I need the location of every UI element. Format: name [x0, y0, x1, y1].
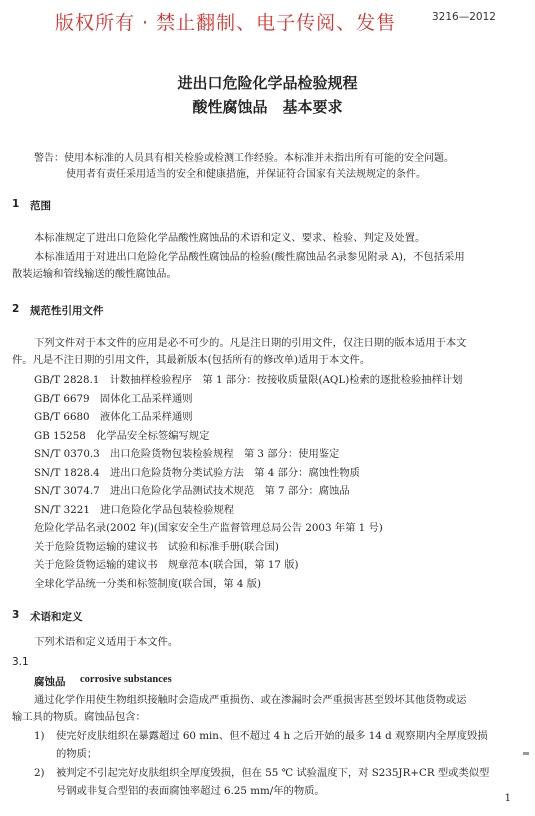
reference-item: GB/T 6679 固体化工品采样通则 — [34, 393, 193, 405]
reference-item: SN/T 3221 进口危险化学品包装检验规程 — [34, 504, 235, 516]
warning-line-2: 使用者有责任采用适当的安全和健康措施，并保证符合国家有关法规规定的条件。 — [66, 169, 426, 180]
standard-number: 3216—2012 — [432, 11, 496, 23]
section-1-para-1: 本标准规定了进出口危险化学品酸性腐蚀品的术语和定义、要求、检验、判定及处置。 — [34, 232, 426, 244]
document-subtitle: 酸性腐蚀品 基本要求 — [192, 98, 343, 116]
section-2-number: 2 — [12, 303, 20, 315]
reference-item: 关于危险货物运输的建议书 试验和标准手册(联合国) — [34, 541, 279, 553]
reference-item: SN/T 1828.4 进出口危险货物分类试验方法 第 4 部分：腐蚀性物质 — [34, 467, 360, 479]
document-title: 进出口危险化学品检验规程 — [177, 74, 358, 92]
reference-item: GB 15258 化学品安全标签编写规定 — [34, 430, 210, 442]
section-1-para-2-line-1: 本标准适用于对进出口危险化学品酸性腐蚀品的检验(酸性腐蚀品名录参见附录 A)，不包括采用 — [34, 251, 465, 263]
list-item-line-2: 的物质； — [56, 748, 98, 760]
term-english: corrosive substances — [80, 674, 172, 685]
term-number: 3.1 — [12, 656, 29, 668]
definition-line-2: 输工具的物质。腐蚀品包含： — [12, 711, 146, 723]
section-3-heading: 术语和定义 — [30, 611, 83, 623]
warning-line-1: 警告：使用本标准的人员具有相关检验或检测工作经验。本标准并未指出所有可能的安全问题。 — [34, 153, 454, 164]
section-2-intro-line-1: 下列文件对于本文件的应用是必不可少的。凡是注日期的引用文件，仅注日期的版本适用于本文 — [34, 337, 467, 349]
list-item-line-2: 号钢或非复合型铝的表面腐蚀率超过 6.25 mm/年的物质。 — [56, 785, 325, 797]
section-1-heading: 范围 — [30, 200, 51, 212]
reference-item: GB/T 6680 液体化工品采样通则 — [34, 411, 193, 423]
list-item-line-1: 被判定不引起完好皮肤组织全厚度毁损，但在 55 ℃ 试验温度下，对 S235JR+CR 型或类似型 — [56, 767, 490, 779]
watermark-text: 版权所有 · 禁止翻制、电子传阅、发售 — [55, 12, 397, 34]
section-1-number: 1 — [12, 198, 20, 210]
margin-mark — [523, 752, 529, 755]
reference-item: SN/T 0370.3 出口危险货物包装检验规程 第 3 部分：使用鉴定 — [34, 448, 340, 460]
section-2-heading: 规范性引用文件 — [30, 305, 104, 317]
reference-item: 危险化学品名录(2002 年)(国家安全生产监督管理总局公告 2003 年第 1 号) — [34, 522, 383, 534]
section-2-intro-line-2: 件。凡是不注日期的引用文件，其最新版本(包括所有的修改单)适用于本文件。 — [12, 354, 371, 366]
reference-item: 全球化学品统一分类和标签制度(联合国，第 4 版) — [34, 578, 262, 590]
definition-line-1: 通过化学作用使生物组织接触时会造成严重损伤、或在渗漏时会严重损害甚至毁坏其他货物或运 — [34, 694, 467, 706]
section-1-para-2-line-2: 散装运输和管线输送的酸性腐蚀品。 — [12, 268, 177, 280]
reference-item: SN/T 3074.7 进出口危险化学品测试技术规范 第 7 部分：腐蚀品 — [34, 485, 350, 497]
section-3-number: 3 — [12, 609, 20, 621]
term-chinese: 腐蚀品 — [34, 676, 66, 688]
list-item-line-1: 使完好皮肤组织在暴露超过 60 min、但不超过 4 h 之后开始的最多 14 d 观察期内全厚度毁损 — [56, 730, 488, 742]
section-3-intro: 下列术语和定义适用于本文件。 — [34, 636, 179, 648]
page-number: 1 — [504, 793, 511, 804]
list-item-marker: 2) — [34, 767, 45, 779]
reference-item: 关于危险货物运输的建议书 规章范本(联合国，第 17 版) — [34, 559, 299, 571]
list-item-marker: 1) — [34, 730, 45, 742]
reference-item: GB/T 2828.1 计数抽样检验程序 第 1 部分：按接收质量限(AQL)检索的逐批检验抽样计划 — [34, 374, 463, 386]
